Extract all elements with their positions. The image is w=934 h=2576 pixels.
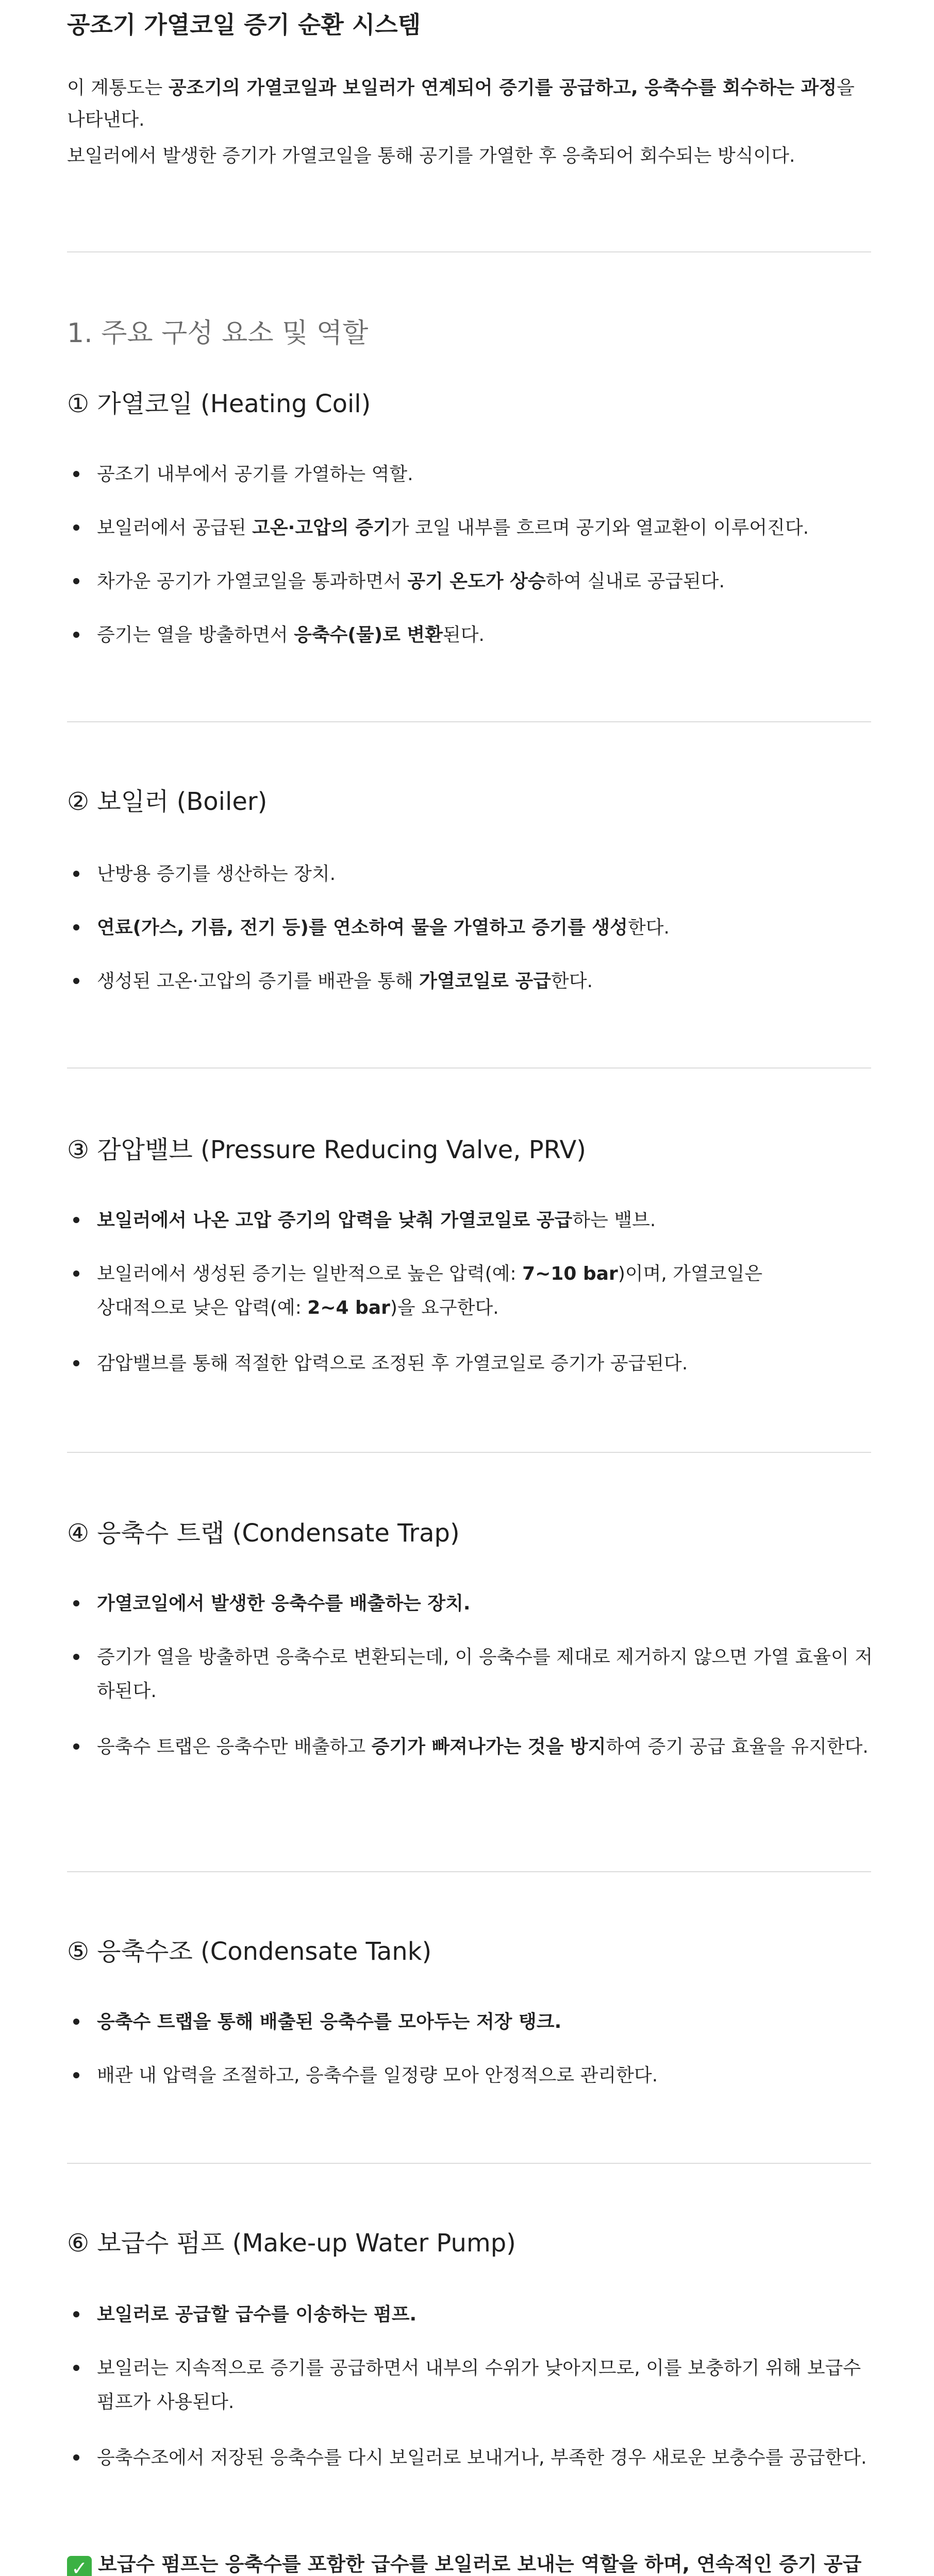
list-item-text: 보일러는 지속적으로 증기를 공급하면서 내부의 수위가 낮아지므로, 이를 보충하기 위해 보급수 펌프가 사용된다. bbox=[97, 2358, 861, 2413]
divider bbox=[67, 1452, 871, 1453]
list-item bbox=[73, 964, 877, 998]
subsection-heading-prv: ③ 감압밸브 (Pressure Reducing Valve, PRV) bbox=[67, 1136, 587, 1164]
list-item-text: 난방용 증기를 생산하는 장치. bbox=[97, 863, 336, 885]
list-item-text: 응축수조에서 저장된 응축수를 다시 보일러로 보내거나, 부족한 경우 새로운 보충수를 공급한다. bbox=[97, 2447, 867, 2468]
bullet-dot bbox=[73, 871, 79, 877]
bullet-dot bbox=[73, 2019, 79, 2025]
list-item bbox=[73, 1257, 877, 1325]
subsection-heading-boiler: ② 보일러 (Boiler) bbox=[67, 787, 268, 816]
list-item bbox=[73, 1347, 877, 1381]
list-item-text: 공조기 내부에서 공기를 가열하는 역할. bbox=[97, 464, 413, 485]
bullet-dot bbox=[73, 1217, 79, 1223]
list-item-text: 가열코일에서 발생한 응축수를 배출하는 장치. bbox=[97, 1593, 471, 1614]
list-item bbox=[73, 457, 877, 492]
list-item bbox=[73, 2005, 877, 2039]
subsection-heading-condensate-trap: ④ 응축수 트랩 (Condensate Trap) bbox=[67, 1519, 460, 1548]
bullet-dot bbox=[73, 578, 79, 584]
divider bbox=[67, 2163, 871, 2164]
list-item-text: 증기가 열을 방출하면 응축수로 변환되는데, 이 응축수를 제대로 제거하지 않으면 가열 효율이 저하된다. bbox=[97, 1647, 873, 1702]
bullet-dot bbox=[73, 632, 79, 638]
divider bbox=[67, 1067, 871, 1069]
summary-callout bbox=[67, 2547, 871, 2576]
summary-text: 보급수 펌프는 응축수를 포함한 급수를 보일러로 보내는 역할을 하며, 연속적인 증기 공급 bbox=[98, 2553, 862, 2575]
subsection-heading-condensate-tank: ⑤ 응축수조 (Condensate Tank) bbox=[67, 1937, 432, 1966]
bullet-dot bbox=[73, 471, 79, 477]
list-item-text: 차가운 공기가 가열코일을 통과하면서 공기 온도가 상승하여 실내로 공급된다. bbox=[97, 571, 725, 592]
list-item bbox=[73, 2351, 877, 2419]
list-item bbox=[73, 2059, 877, 2093]
list-item-text: 배관 내 압력을 조절하고, 응축수를 일정량 모아 안정적으로 관리한다. bbox=[97, 2065, 658, 2086]
intro-paragraph-2: 보일러에서 발생한 증기가 가열코일을 통해 공기를 가열한 후 응축되어 회수되는 방식이다. bbox=[67, 145, 795, 166]
list-item bbox=[73, 511, 877, 545]
bullet-dot bbox=[73, 524, 79, 531]
bullet-dot bbox=[73, 1270, 79, 1277]
list-item bbox=[73, 618, 877, 652]
list-item bbox=[73, 2298, 877, 2332]
intro-emphasis: 공조기의 가열코일과 보일러가 연계되어 증기를 공급하고, 응축수를 회수하는 과정 bbox=[168, 77, 837, 98]
list-item-text: 응축수 트랩을 통해 배출된 응축수를 모아두는 저장 탱크. bbox=[97, 2011, 562, 2032]
bullet-dot bbox=[73, 924, 79, 930]
list-item bbox=[73, 1204, 877, 1238]
divider bbox=[67, 721, 871, 722]
bullet-dot bbox=[73, 2454, 79, 2461]
check-mark-icon: ✓ bbox=[67, 2556, 92, 2576]
list-item-text: 보일러에서 생성된 증기는 일반적으로 높은 압력(예: 7~10 bar)이며, 가열코일은 상대적으로 낮은 압력(예: 2~4 bar)을 요구한다. bbox=[97, 1263, 763, 1318]
list-item-text: 보일러로 공급할 급수를 이송하는 펌프. bbox=[97, 2304, 417, 2325]
bullet-dot bbox=[73, 2311, 79, 2317]
bullet-dot bbox=[73, 1360, 79, 1366]
list-item bbox=[73, 857, 877, 891]
subsection-heading-heating-coil: ① 가열코일 (Heating Coil) bbox=[67, 389, 371, 418]
list-item bbox=[73, 1587, 877, 1621]
bullet-dot bbox=[73, 1743, 79, 1750]
list-item-text: 응축수 트랩은 응축수만 배출하고 증기가 빠져나가는 것을 방지하여 증기 공급 효율을 유지한다. bbox=[97, 1736, 869, 1757]
list-item bbox=[73, 911, 877, 945]
bullet-dot bbox=[73, 1654, 79, 1660]
list-item bbox=[73, 1640, 877, 1708]
intro-text: 이 계통도는 bbox=[67, 77, 169, 98]
list-item-text: 감압밸브를 통해 적절한 압력으로 조정된 후 가열코일로 증기가 공급된다. bbox=[97, 1353, 688, 1374]
list-item-text: 생성된 고온·고압의 증기를 배관을 통해 가열코일로 공급한다. bbox=[97, 971, 593, 992]
list-item-text: 연료(가스, 기름, 전기 등)를 연소하여 물을 가열하고 증기를 생성한다. bbox=[97, 917, 670, 938]
bullet-dot bbox=[73, 978, 79, 984]
subsection-heading-makeup-pump: ⑥ 보급수 펌프 (Make-up Water Pump) bbox=[67, 2229, 516, 2258]
list-item bbox=[73, 2441, 877, 2475]
divider bbox=[67, 1871, 871, 1872]
list-item bbox=[73, 565, 877, 599]
intro-text-end: 을 나타낸다. bbox=[67, 77, 855, 130]
intro-paragraph-1 bbox=[67, 72, 871, 136]
divider bbox=[67, 251, 871, 252]
page-title: 공조기 가열코일 증기 순환 시스템 bbox=[67, 11, 421, 39]
list-item-text: 보일러에서 공급된 고온·고압의 증기가 코일 내부를 흐르며 공기와 열교환이 이루어진다. bbox=[97, 517, 809, 538]
bullet-dot bbox=[73, 2072, 79, 2078]
section-heading-components: 1. 주요 구성 요소 및 역할 bbox=[67, 318, 369, 349]
bullet-dot bbox=[73, 1600, 79, 1606]
list-item-text: 증기는 열을 방출하면서 응축수(물)로 변환된다. bbox=[97, 624, 485, 646]
list-item bbox=[73, 1730, 877, 1764]
bullet-dot bbox=[73, 2365, 79, 2371]
list-item-text: 보일러에서 나온 고압 증기의 압력을 낮춰 가열코일로 공급하는 밸브. bbox=[97, 1210, 656, 1231]
